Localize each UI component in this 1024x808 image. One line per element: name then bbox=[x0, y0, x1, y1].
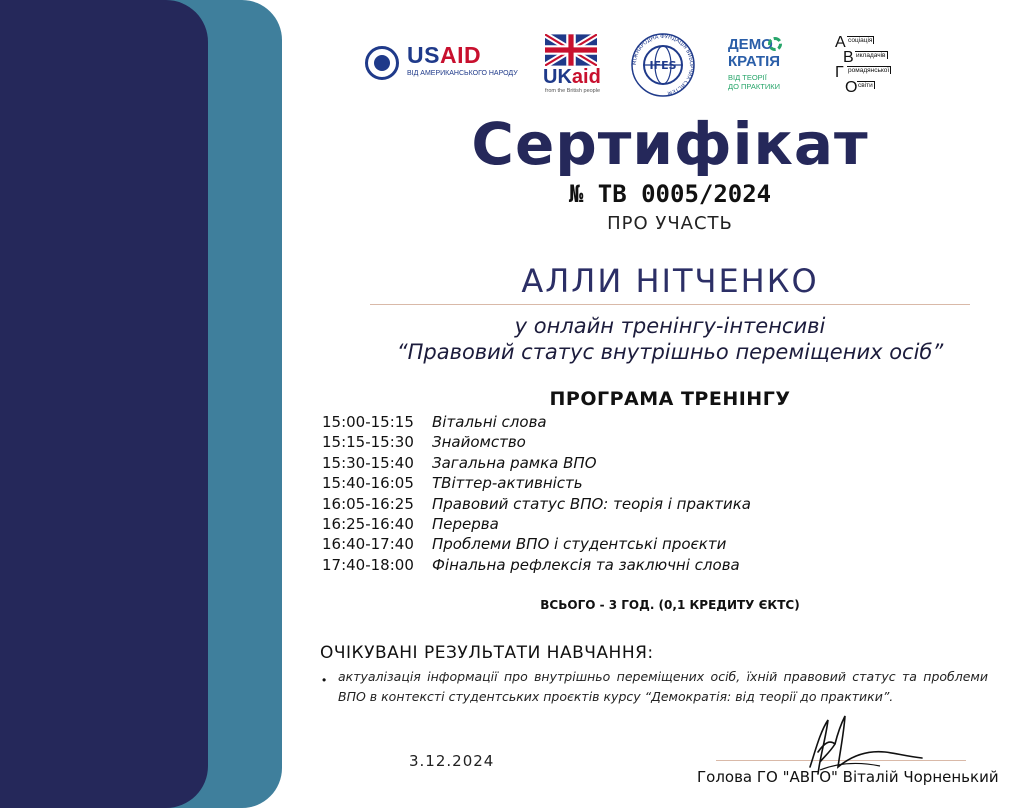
avgo-letter-v: В bbox=[843, 49, 854, 66]
schedule-time: 15:15-15:30 bbox=[322, 433, 414, 452]
demokratia-sun-icon bbox=[768, 37, 782, 51]
union-jack-icon bbox=[545, 34, 597, 66]
schedule-time: 16:25-16:40 bbox=[322, 514, 414, 533]
avgo-letter-g: Г bbox=[835, 64, 844, 81]
schedule-activity: Правовий статус ВПО: теорія і практика bbox=[432, 494, 751, 513]
schedule-time: 15:40-16:05 bbox=[322, 474, 414, 493]
ukaid-word-uk: UK bbox=[543, 66, 572, 88]
ukaid-word-aid: aid bbox=[571, 66, 601, 88]
schedule-activity: ТВіттер-активність bbox=[432, 474, 583, 493]
schedule-row bbox=[322, 495, 882, 515]
outcome-item: актуалізація інформації про внутрішньо переміщених осіб, їхній правовий статус та проблеми ВПО в контексті студентських проєктів курсу “Демократія: від теорії до практики”. bbox=[338, 669, 988, 704]
name-divider bbox=[370, 304, 970, 305]
schedule-time: 15:30-15:40 bbox=[322, 453, 414, 472]
usaid-word-aid: AID bbox=[439, 42, 482, 68]
usaid-seal-icon bbox=[365, 46, 399, 80]
schedule-activity: Фінальна рефлексія та заключні слова bbox=[432, 555, 740, 574]
schedule-time: 17:40-18:00 bbox=[322, 555, 414, 574]
ifes-logo bbox=[630, 32, 696, 98]
schedule-time: 15:00-15:15 bbox=[322, 413, 414, 431]
demokratia-sub2: ДО ПРАКТИКИ bbox=[728, 82, 780, 91]
usaid-logo bbox=[365, 42, 518, 86]
outcomes-title: ОЧІКУВАНІ РЕЗУЛЬТАТИ НАВЧАННЯ: bbox=[320, 643, 654, 663]
demokratia-logo bbox=[728, 36, 798, 96]
demokratia-line2: КРАТІЯ bbox=[728, 53, 781, 70]
schedule-activity: Загальна рамка ВПО bbox=[432, 453, 597, 472]
course-line-1: у онлайн тренінгу-інтенсиві bbox=[514, 314, 826, 338]
avgo-sub-g: ромадянської bbox=[848, 67, 890, 74]
schedule-row bbox=[322, 433, 882, 453]
usaid-tagline: ВІД АМЕРИКАНСЬКОГО НАРОДУ bbox=[407, 70, 518, 77]
ifes-letters: IFES bbox=[649, 59, 677, 72]
program-schedule bbox=[322, 413, 882, 576]
schedule-activity: Вітальні слова bbox=[432, 413, 547, 431]
avgo-letter-a: А bbox=[835, 34, 846, 51]
certificate-subtitle: ПРО УЧАСТЬ bbox=[607, 213, 733, 234]
schedule-time: 16:40-17:40 bbox=[322, 535, 414, 554]
schedule-activity: Знайомство bbox=[432, 433, 526, 452]
schedule-row bbox=[322, 454, 882, 474]
schedule-row bbox=[322, 413, 882, 433]
schedule-activity: Проблеми ВПО і студентські проєкти bbox=[432, 535, 727, 554]
bullet-icon: • bbox=[322, 673, 327, 687]
navy-side-band bbox=[0, 0, 208, 808]
schedule-row bbox=[322, 535, 882, 555]
ukaid-tagline: from the British people bbox=[545, 88, 601, 94]
schedule-row bbox=[322, 556, 882, 576]
program-title: ПРОГРАМА ТРЕНІНГУ bbox=[549, 388, 791, 410]
ifes-globe-icon bbox=[630, 32, 696, 98]
schedule-row bbox=[322, 515, 882, 535]
demokratia-sub1: ВІД ТЕОРІЇ bbox=[728, 73, 767, 82]
schedule-row bbox=[322, 474, 882, 494]
avgo-sub-o: світи bbox=[858, 82, 873, 89]
issue-date: 3.12.2024 bbox=[409, 752, 495, 770]
avgo-sub-v: икладачів bbox=[856, 52, 886, 59]
partner-logos bbox=[365, 30, 895, 100]
avgo-logo bbox=[833, 36, 895, 100]
schedule-activity: Перерва bbox=[432, 514, 499, 533]
demokratia-line1: ДЕМО bbox=[728, 36, 773, 53]
ifes-ring-text: МІЖНАРОДНА ФУНДАЦІЯ ВИБОРЧИХ СИСТЕМ bbox=[631, 33, 695, 96]
signer-name: Голова ГО "АВГО" Віталій Чорненький bbox=[697, 768, 999, 786]
certificate-title: Сертифікат bbox=[471, 110, 869, 178]
schedule-time: 16:05-16:25 bbox=[322, 494, 414, 513]
ukaid-logo bbox=[543, 30, 603, 100]
usaid-word-us: US bbox=[407, 42, 440, 68]
program-total: ВСЬОГО - 3 ГОД. (0,1 КРЕДИТУ ЄКТС) bbox=[540, 598, 800, 612]
course-line-2: “Правовий статус внутрішньо переміщених осіб” bbox=[396, 340, 944, 364]
recipient-name: АЛЛИ НІТЧЕНКО bbox=[521, 262, 819, 300]
avgo-sub-a: соціація bbox=[848, 37, 873, 44]
avgo-letter-o: О bbox=[845, 79, 858, 96]
certificate-number: № ТВ 0005/2024 bbox=[568, 180, 772, 208]
